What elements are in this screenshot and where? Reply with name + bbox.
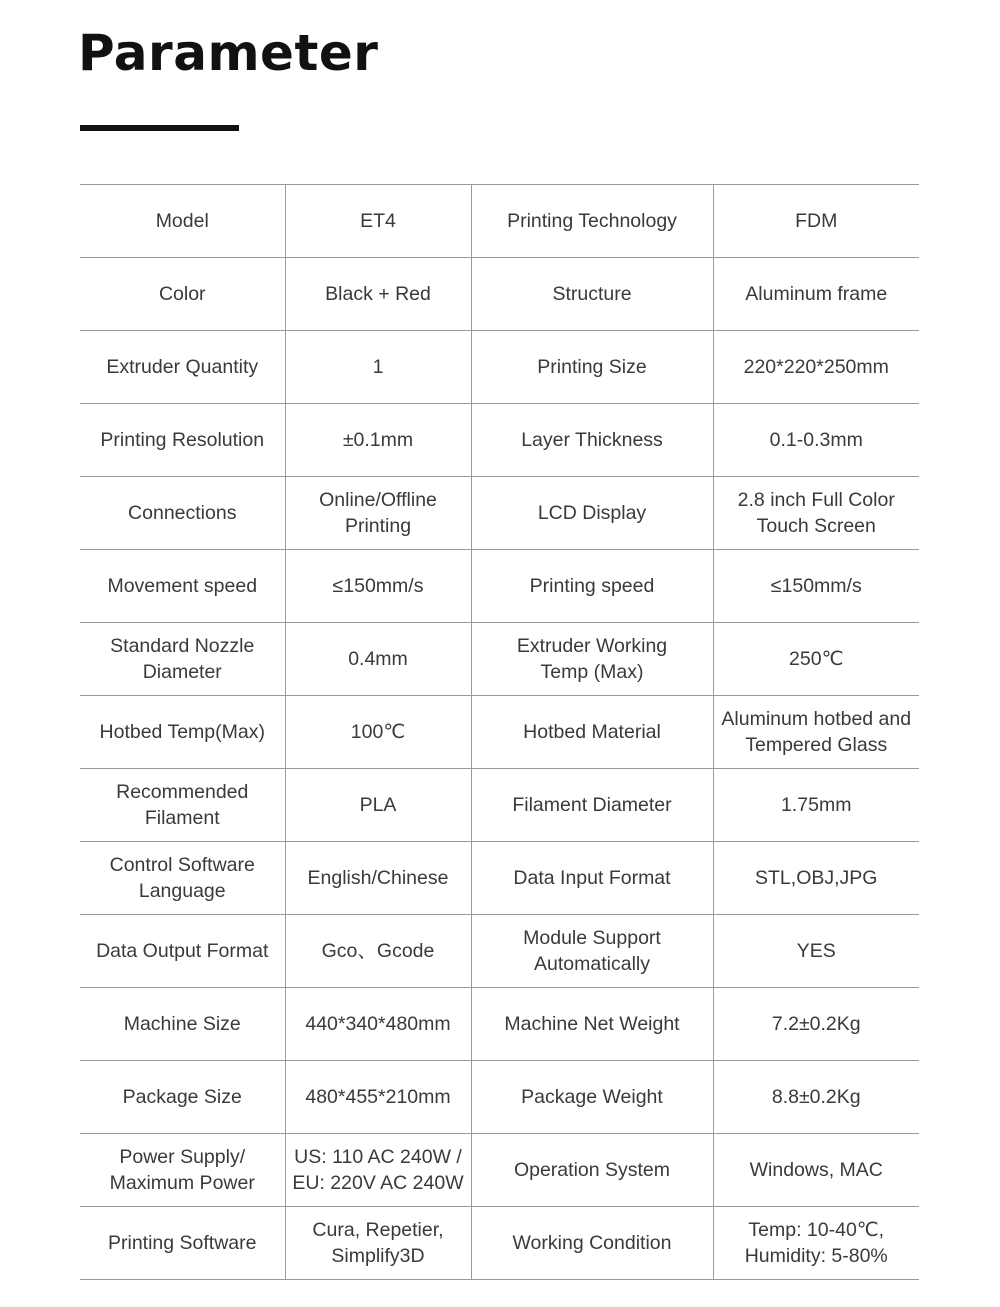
spec-value: Windows, MAC [713, 1134, 919, 1207]
spec-value: FDM [713, 185, 919, 258]
spec-value: 220*220*250mm [713, 331, 919, 404]
table-row [80, 404, 919, 477]
spec-label: Hotbed Temp(Max) [80, 696, 285, 769]
spec-value: Cura, Repetier, Simplify3D [285, 1207, 471, 1280]
spec-label: Recommended Filament [80, 769, 285, 842]
spec-label: Machine Net Weight [471, 988, 713, 1061]
spec-value: 2.8 inch Full Color Touch Screen [713, 477, 919, 550]
spec-label: Extruder Working Temp (Max) [471, 623, 713, 696]
table-row [80, 623, 919, 696]
spec-value: Gco、Gcode [285, 915, 471, 988]
spec-value: Aluminum frame [713, 258, 919, 331]
table-row [80, 842, 919, 915]
table-row [80, 915, 919, 988]
table-row [80, 550, 919, 623]
spec-value: ≤150mm/s [713, 550, 919, 623]
table-row [80, 1207, 919, 1280]
spec-label: Standard Nozzle Diameter [80, 623, 285, 696]
spec-value: ≤150mm/s [285, 550, 471, 623]
spec-label: Data Input Format [471, 842, 713, 915]
spec-label: LCD Display [471, 477, 713, 550]
spec-value: 1 [285, 331, 471, 404]
spec-value: 1.75mm [713, 769, 919, 842]
spec-label: Working Condition [471, 1207, 713, 1280]
spec-label: Data Output Format [80, 915, 285, 988]
spec-value: English/Chinese [285, 842, 471, 915]
spec-value: Aluminum hotbed and Tempered Glass [713, 696, 919, 769]
spec-value: 0.1-0.3mm [713, 404, 919, 477]
spec-label: Printing speed [471, 550, 713, 623]
table-row [80, 331, 919, 404]
spec-label: Machine Size [80, 988, 285, 1061]
spec-label: Structure [471, 258, 713, 331]
table-row [80, 477, 919, 550]
spec-label: Filament Diameter [471, 769, 713, 842]
spec-value: 8.8±0.2Kg [713, 1061, 919, 1134]
table-row [80, 1061, 919, 1134]
spec-value: 7.2±0.2Kg [713, 988, 919, 1061]
spec-value: 100℃ [285, 696, 471, 769]
spec-label: Package Weight [471, 1061, 713, 1134]
spec-table [80, 184, 919, 1280]
spec-value: ET4 [285, 185, 471, 258]
spec-label: Module Support Automatically [471, 915, 713, 988]
spec-label: Movement speed [80, 550, 285, 623]
spec-label: Printing Resolution [80, 404, 285, 477]
spec-label: Layer Thickness [471, 404, 713, 477]
spec-label: Hotbed Material [471, 696, 713, 769]
spec-value: STL,OBJ,JPG [713, 842, 919, 915]
spec-value: YES [713, 915, 919, 988]
spec-label: Control Software Language [80, 842, 285, 915]
spec-value: Temp: 10-40℃, Humidity: 5-80% [713, 1207, 919, 1280]
spec-label: Connections [80, 477, 285, 550]
spec-value: Black + Red [285, 258, 471, 331]
spec-label: Extruder Quantity [80, 331, 285, 404]
spec-label: Printing Size [471, 331, 713, 404]
spec-label: Power Supply/ Maximum Power [80, 1134, 285, 1207]
spec-label: Package Size [80, 1061, 285, 1134]
table-row [80, 696, 919, 769]
spec-value: 250℃ [713, 623, 919, 696]
table-row [80, 258, 919, 331]
title-underline [80, 125, 239, 131]
spec-value: Online/Offline Printing [285, 477, 471, 550]
spec-value: 0.4mm [285, 623, 471, 696]
table-row [80, 1134, 919, 1207]
spec-label: Model [80, 185, 285, 258]
spec-label: Printing Technology [471, 185, 713, 258]
page-title: Parameter [78, 24, 379, 82]
spec-label: Printing Software [80, 1207, 285, 1280]
spec-value: ±0.1mm [285, 404, 471, 477]
spec-label: Color [80, 258, 285, 331]
table-row [80, 185, 919, 258]
table-row [80, 769, 919, 842]
spec-label: Operation System [471, 1134, 713, 1207]
spec-value: 440*340*480mm [285, 988, 471, 1061]
spec-value: US: 110 AC 240W / EU: 220V AC 240W [285, 1134, 471, 1207]
spec-value: 480*455*210mm [285, 1061, 471, 1134]
table-row [80, 988, 919, 1061]
spec-value: PLA [285, 769, 471, 842]
